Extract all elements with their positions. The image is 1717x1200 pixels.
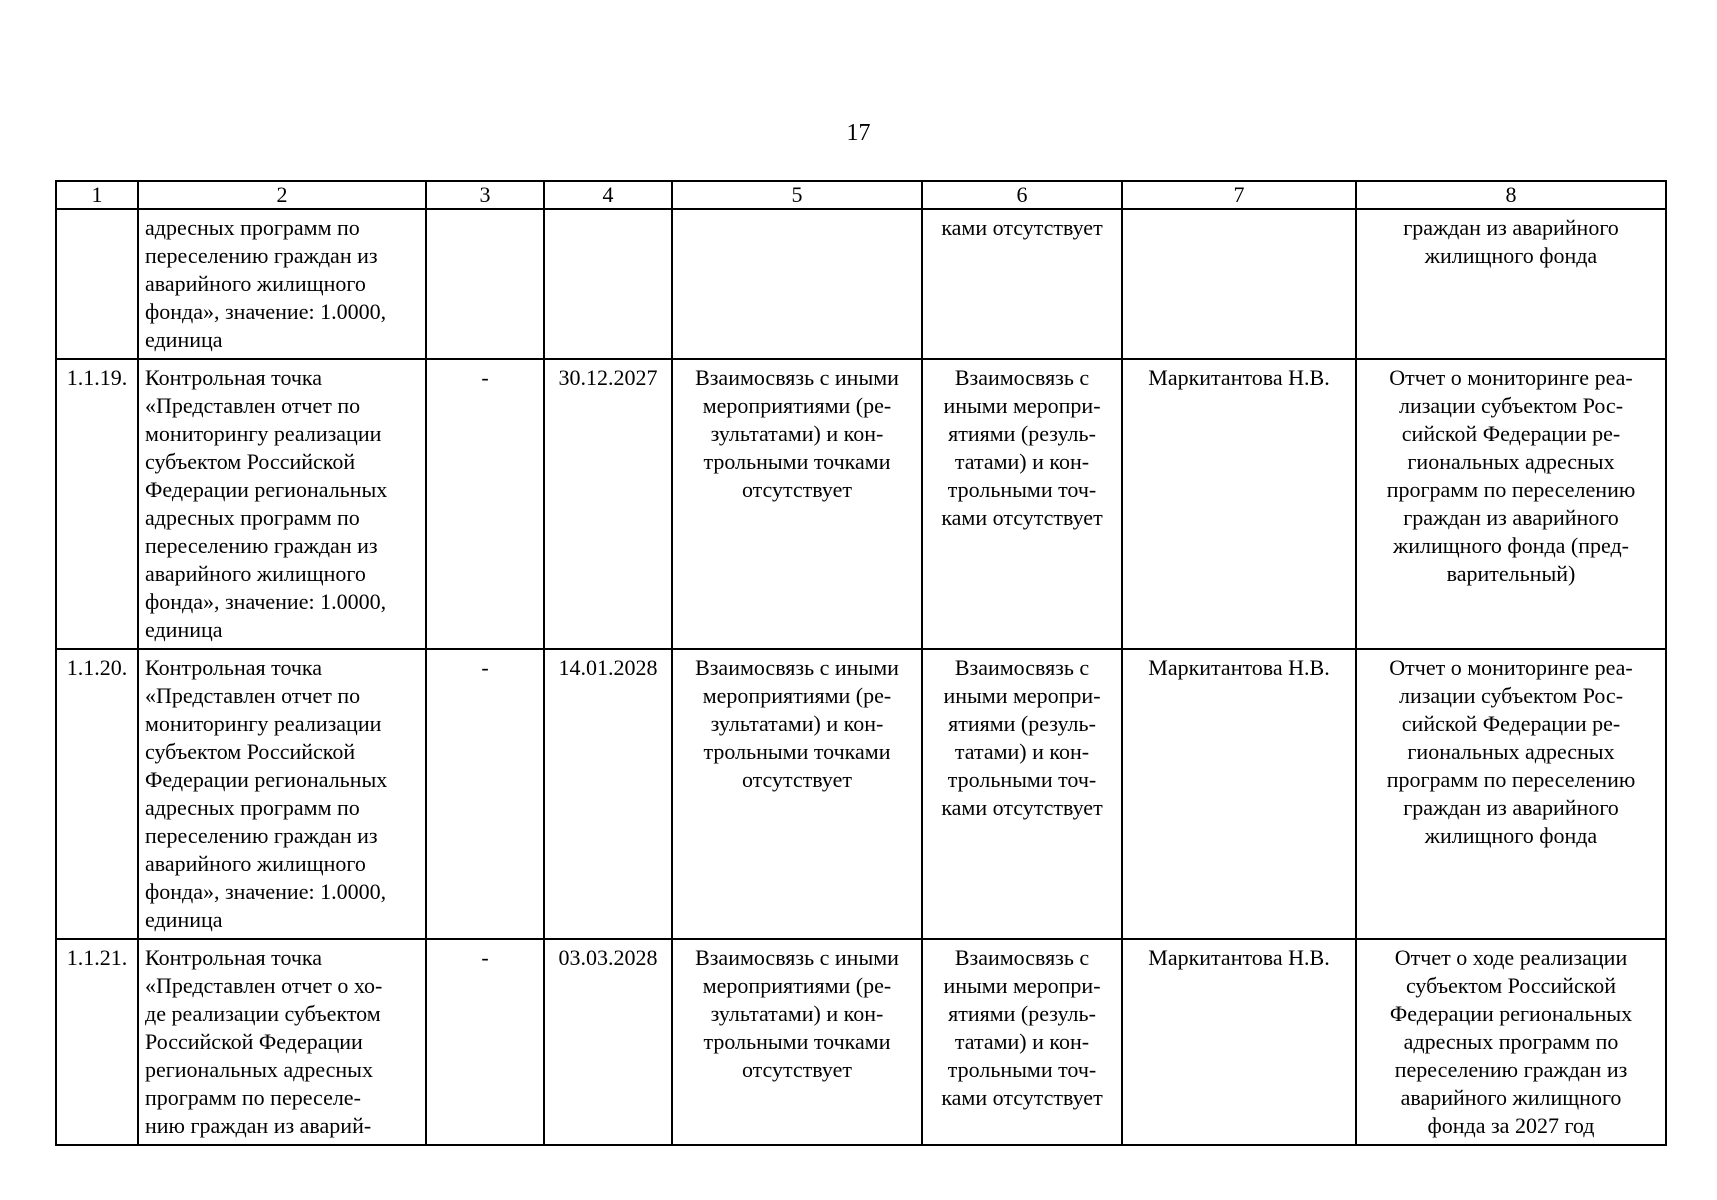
row-document: Отчет о ходе реализации субъектом Российской Федерации региональных адресных программ по переселению граждан из аварийного жилищного фонда за 2027 год [1356,939,1666,1145]
header-cell: 8 [1356,181,1666,209]
row-description: адресных программ по переселению граждан из аварийного жилищного фонда», значение: 1.0000, единица [138,209,426,359]
row-relationship: Взаимосвязь с иными мероприятиями (ре- зультатами) и кон- трольными точками отсутствует [672,939,922,1145]
row-number: 1.1.20. [56,649,138,939]
row-col3: - [426,359,544,649]
row-relationship: Взаимосвязь с иными мероприятиями (ре- зультатами) и кон- трольными точками отсутствует [672,649,922,939]
table-row [56,649,1666,939]
header-row [56,181,1666,209]
row-relationship-alt: Взаимосвязь с иными меропри- ятиями (резуль- татами) и кон- трольными точ- ками отсутствует [922,939,1122,1145]
row-responsible [1122,209,1356,359]
row-col3: - [426,939,544,1145]
page-number: 17 [846,120,871,146]
row-responsible: Маркитантова Н.В. [1122,939,1356,1145]
header-cell: 7 [1122,181,1356,209]
row-date [544,209,672,359]
row-responsible: Маркитантова Н.В. [1122,359,1356,649]
row-number [56,209,138,359]
table-row [56,209,1666,359]
header-cell: 5 [672,181,922,209]
row-description: Контрольная точка «Представлен отчет по мониторингу реализации субъектом Российской Федерации региональных адресных программ по переселению граждан из аварийного жилищного фонда», значение: 1.0000, единица [138,359,426,649]
table-row [56,939,1666,1145]
header-cell: 3 [426,181,544,209]
row-relationship-alt: Взаимосвязь с иными меропри- ятиями (резуль- татами) и кон- трольными точ- ками отсутствует [922,359,1122,649]
row-number: 1.1.19. [56,359,138,649]
row-date: 03.03.2028 [544,939,672,1145]
header-cell: 1 [56,181,138,209]
control-points-table [55,180,1667,1146]
row-relationship-alt: ками отсутствует [922,209,1122,359]
row-date: 30.12.2027 [544,359,672,649]
header-cell: 2 [138,181,426,209]
row-responsible: Маркитантова Н.В. [1122,649,1356,939]
row-relationship-alt: Взаимосвязь с иными меропри- ятиями (резуль- татами) и кон- трольными точ- ками отсутствует [922,649,1122,939]
row-col3: - [426,649,544,939]
row-number: 1.1.21. [56,939,138,1145]
row-date: 14.01.2028 [544,649,672,939]
table-row [56,359,1666,649]
header-cell: 6 [922,181,1122,209]
header-cell: 4 [544,181,672,209]
row-document: Отчет о мониторинге реа- лизации субъектом Рос- сийской Федерации ре- гиональных адресных программ по переселению граждан из аварийного жилищного фонда [1356,649,1666,939]
row-relationship [672,209,922,359]
row-document: Отчет о мониторинге реа- лизации субъектом Рос- сийской Федерации ре- гиональных адресных программ по переселению граждан из аварийного жилищного фонда (пред- варительный) [1356,359,1666,649]
row-description: Контрольная точка «Представлен отчет по мониторингу реализации субъектом Российской Федерации региональных адресных программ по переселению граждан из аварийного жилищного фонда», значение: 1.0000, единица [138,649,426,939]
row-document: граждан из аварийного жилищного фонда [1356,209,1666,359]
row-description: Контрольная точка «Представлен отчет о хо- де реализации субъектом Российской Федерации региональных адресных программ по переселе- нию граждан из аварий- [138,939,426,1145]
row-relationship: Взаимосвязь с иными мероприятиями (ре- зультатами) и кон- трольными точками отсутствует [672,359,922,649]
row-col3 [426,209,544,359]
